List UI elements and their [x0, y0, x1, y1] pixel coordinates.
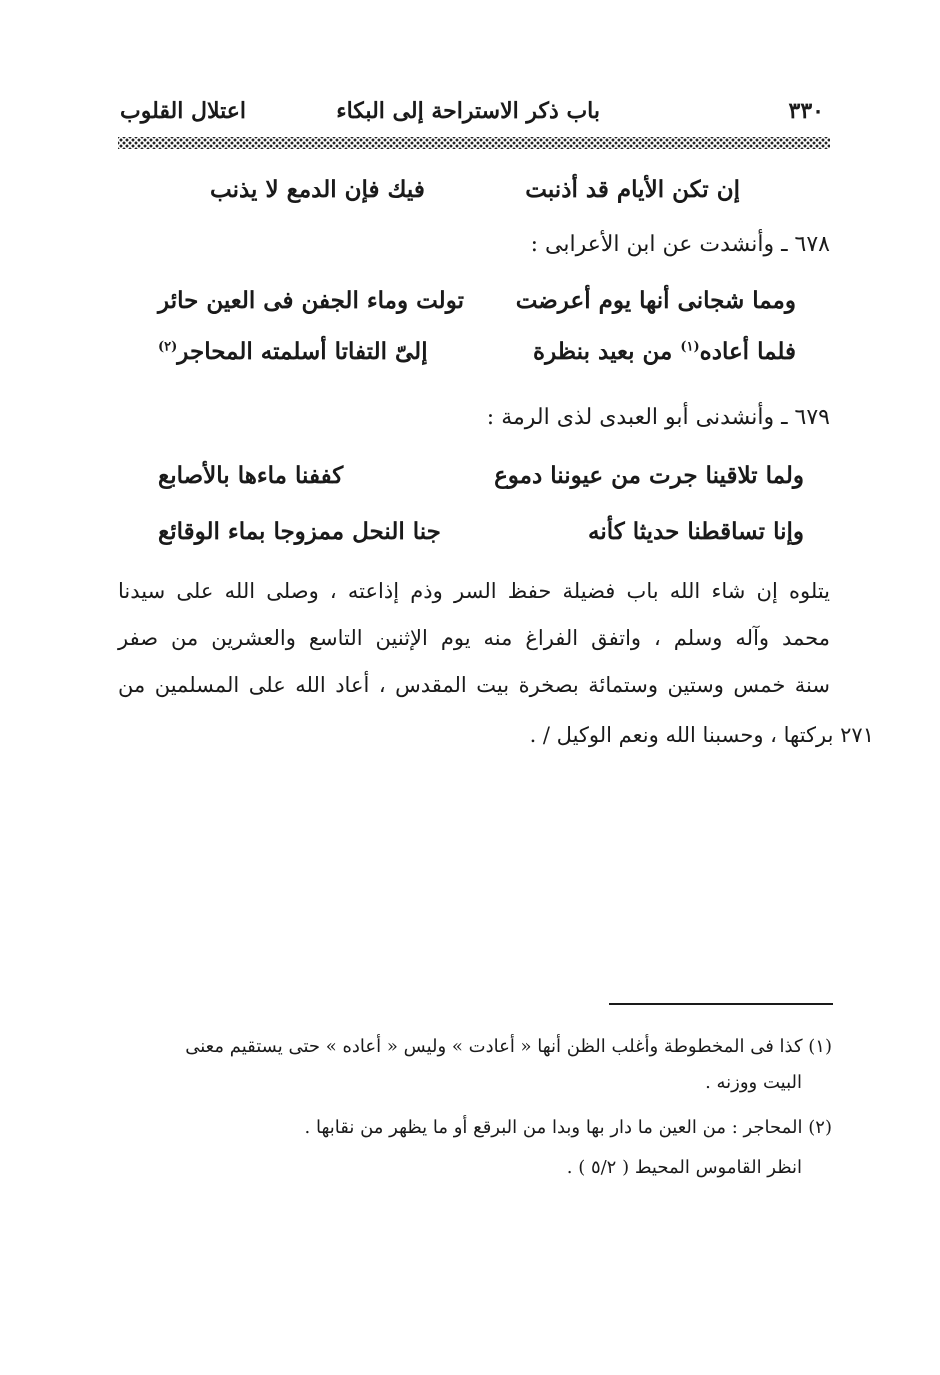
chapter-title: باب ذكر الاستراحة إلى البكاء	[336, 98, 600, 124]
verse-3-first-hemistich: فلما أعاده$^{(١)}$ من بعيد بنظرة	[533, 338, 796, 365]
verse-line-5	[158, 518, 804, 558]
poem-intro-679: ٦٧٩ ـ وأنشدنى أبو العبدى لذى الرمة :	[486, 405, 830, 430]
colophon-line-3: سنة خمس وستين وستمائة بصخرة بيت المقدس ، أعاد الله على المسلمين من	[118, 673, 830, 697]
footnote-2-line-1: (٢) المحاجر : من العين ما دار بها وبدا من البرقع أو ما يظهر من نقابها .	[304, 1117, 832, 1138]
verse-5-second-hemistich: جنا النحل ممزوجا بماء الوقائع	[158, 518, 441, 545]
verse-2-second-hemistich: تولت وماء الجفن فى العين حائر	[158, 287, 464, 314]
footnote-2-line-2: انظر القاموس المحيط ( ٥/٢ ) .	[566, 1157, 802, 1178]
poem-intro-678: ٦٧٨ ـ وأنشدت عن ابن الأعرابى :	[530, 232, 830, 257]
footnote-ref-2: (٢)	[158, 339, 178, 355]
verse-3-second-hemistich: إلىّ التفاتا أسلمته المحاجر$^{(٢)}$	[158, 338, 428, 365]
verse-4-second-hemistich: كففنا ماءها بالأصابع	[158, 462, 344, 489]
verse-1-first-hemistich: إن تكن الأيام قد أذنبت	[525, 176, 740, 203]
footnote-1-line-2: البيت ووزنه .	[705, 1072, 802, 1093]
page-number: ٣٣٠	[788, 98, 824, 124]
verse-line-2	[158, 287, 796, 327]
verse-line-1	[210, 176, 740, 216]
running-header	[120, 98, 832, 134]
verse-line-4	[158, 462, 804, 502]
colophon-paragraph	[118, 568, 830, 709]
verse-line-3	[158, 338, 796, 378]
colophon-line-1: يتلوه إن شاء الله باب فضيلة حفظ السر وذم إذاعته ، وصلى الله على سيدنا	[118, 579, 830, 603]
footnote-ref-1: (١)	[680, 339, 700, 355]
book-title: اعتلال القلوب	[120, 98, 246, 124]
colophon-line-2: محمد وآله وسلم ، واتفق الفراغ منه يوم الإثنين التاسع والعشرين من صفر	[118, 626, 830, 650]
verse-5-first-hemistich: وإنا تساقطنا حديثا كأنه	[588, 518, 804, 545]
manuscript-folio-number: ٢٧١	[840, 723, 874, 747]
footnote-separator	[609, 1003, 833, 1005]
footnote-1-line-1: (١) كذا فى المخطوطة وأغلب الظن أنها « أعادت » وليس « أعاده » حتى يستقيم معنى	[185, 1036, 832, 1057]
verse-4-first-hemistich: ولما تلاقينا جرت من عيوننا دموع	[494, 462, 804, 489]
colophon-line-4: ٢٧١ بركتها ، وحسبنا الله ونعم الوكيل / .	[529, 723, 874, 747]
verse-1-second-hemistich: فيك فإن الدمع لا يذنب	[210, 176, 425, 203]
verse-2-first-hemistich: ومما شجانى أنها يوم أعرضت	[515, 287, 796, 314]
header-ornament-divider	[118, 137, 830, 149]
